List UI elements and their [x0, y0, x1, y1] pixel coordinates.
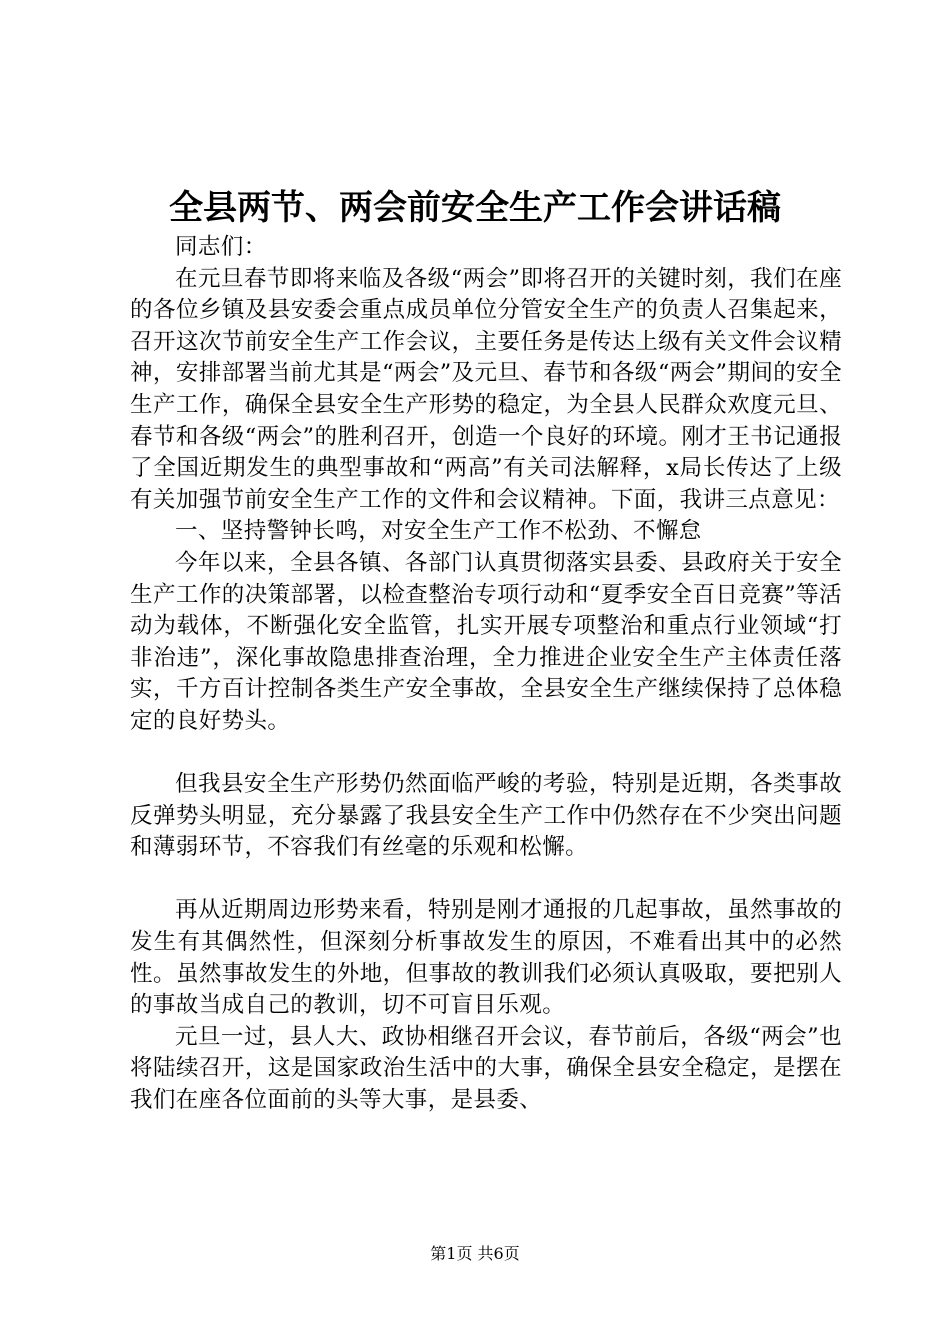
page-indicator: 第1页 共6页 — [430, 1244, 520, 1263]
paragraph: 今年以来，全县各镇、各部门认真贯彻落实县委、县政府关于安全生产工作的决策部署，以检查整治专项行动和“夏季安全百日竞赛”等活动为载体，不断强化安全监管，扎实开展专项整治和重点行业领域“打非治违”，深化事故隐患排查治理，全力推进企业安全生产主体责任落实，千方百计控制各类生产安全事故，全县安全生产继续保持了总体稳定的良好势头。 — [130, 549, 842, 734]
paragraph: 再从近期周边形势来看，特别是刚才通报的几起事故，虽然事故的发生有其偶然性，但深刻分析事故发生的原因，不难看出其中的必然性。虽然事故发生的外地，但事故的教训我们必须认真吸取，要把别人的事故当成自己的教训，切不可盲目乐观。 — [130, 897, 842, 1019]
salutation: 同志们： — [175, 234, 267, 260]
paragraph: 但我县安全生产形势仍然面临严峻的考验，特别是近期，各类事故反弹势头明显，充分暴露了我县安全生产工作中仍然存在不少突出问题和薄弱环节，不容我们有丝毫的乐观和松懈。 — [130, 771, 842, 861]
section-heading: 一、坚持警钟长鸣，对安全生产工作不松劲、不懈怠 — [175, 518, 702, 545]
document-title: 全县两节、两会前安全生产工作会讲话稿 — [169, 188, 781, 228]
paragraph-intro: 在元旦春节即将来临及各级“两会”即将召开的关键时刻，我们在座的各位乡镇及县安委会重点成员单位分管安全生产的负责人召集起来，召开这次节前安全生产工作会议，主要任务是传达上级有关文件会议精神，安排部署当前尤其是“两会”及元旦、春节和各级“两会”期间的安全生产工作，确保全县安全生产形势的稳定，为全县人民群众欢度元旦、春节和各级“两会”的胜利召开，创造一个良好的环境。刚才王书记通报了全国近期发生的典型事故和“两高”有关司法解释，x局长传达了上级有关加强节前安全生产工作的文件和会议精神。下面，我讲三点意见： — [130, 265, 842, 513]
paragraph: 元旦一过，县人大、政协相继召开会议，春节前后，各级“两会”也将陆续召开，这是国家政治生活中的大事，确保全县安全稳定，是摆在我们在座各位面前的头等大事，是县委、 — [130, 1023, 842, 1114]
document-body — [130, 232, 842, 1117]
